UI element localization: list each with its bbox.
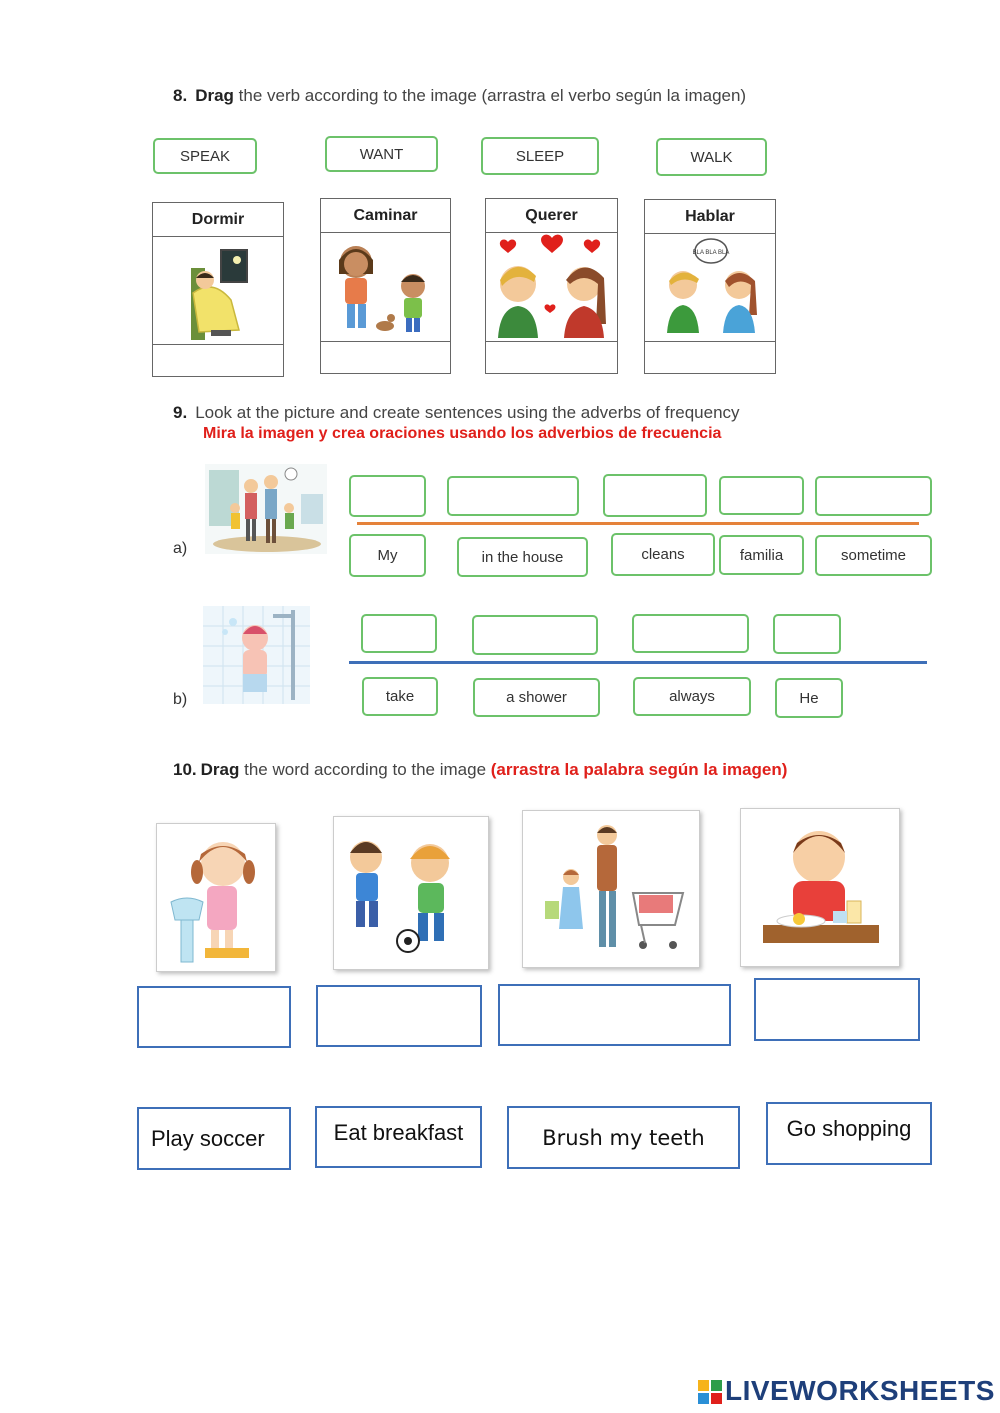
card-answer-slot-caminar[interactable] [321,341,450,373]
verb-option-walk[interactable]: WALK [656,138,767,176]
a-answer-slot-4[interactable] [719,476,804,515]
people-talking-image [645,235,775,340]
verb-option-sleep[interactable]: SLEEP [481,137,599,175]
a-answer-slot-5[interactable] [815,476,932,516]
q10-option-play-soccer[interactable]: Play soccer [137,1107,291,1170]
b-word-take[interactable]: take [362,677,438,716]
girl-brushing-teeth-image [156,823,276,972]
q10-option-brush-my-teeth[interactable]: Brush my teeth [507,1106,740,1169]
q8-instruction-text: the verb according to the image (arrastra el verbo según la imagen) [238,86,747,105]
q9-instruction-spanish: Mira la imagen y crea oraciones usando los adverbios de frecuencia [203,425,722,442]
item-a-label: a) [173,540,188,557]
a-answer-slot-3[interactable] [603,474,707,517]
q10-drag-word: Drag [200,760,240,779]
family-cleaning-image [205,464,327,554]
walking-children-image [321,234,450,340]
card-answer-slot-dormir[interactable] [153,344,283,376]
card-answer-slot-querer[interactable] [486,341,617,373]
boy-shower-image [203,606,310,704]
verb-option-want[interactable]: WANT [325,136,438,172]
b-answer-slot-2[interactable] [472,615,598,655]
a-word-familia[interactable]: familia [719,535,804,575]
a-answer-slot-1[interactable] [349,475,426,517]
boys-playing-soccer-image [333,816,489,970]
sleeping-boy-image [153,238,283,343]
b-divider-line [349,661,927,664]
q10-instruction-spanish: (arrastra la palabra según la imagen) [490,760,788,779]
card-caminar [320,198,451,374]
card-answer-slot-hablar[interactable] [645,341,775,373]
q10-option-go-shopping[interactable]: Go shopping [766,1102,932,1165]
q10-instruction-text: the word according to the image [244,760,487,779]
q10-number: 10. [173,760,197,779]
q10-answer-slot-4[interactable] [754,978,920,1041]
b-answer-slot-4[interactable] [773,614,841,654]
q10-instruction [173,760,787,780]
couple-in-love-image [486,234,617,340]
card-title-caminar: Caminar [321,199,450,233]
item-b-label: b) [173,691,188,708]
a-word-sometime[interactable]: sometime [815,535,932,576]
liveworksheets-logo-text: LIVEWORKSHEETS [725,1375,995,1406]
card-querer [485,198,618,374]
q8-drag-word: Drag [195,86,234,105]
b-word-a-shower[interactable]: a shower [473,678,600,717]
q10-answer-slot-2[interactable] [316,985,482,1047]
b-answer-slot-1[interactable] [361,614,437,653]
a-word-my[interactable]: My [349,534,426,577]
b-word-he[interactable]: He [775,678,843,718]
father-daughter-shopping-image [522,810,700,968]
q10-answer-slot-1[interactable] [137,986,291,1048]
q9-instruction [173,403,740,423]
card-title-dormir: Dormir [153,203,283,237]
b-answer-slot-3[interactable] [632,614,749,653]
a-answer-slot-2[interactable] [447,476,579,516]
card-dormir [152,202,284,377]
card-title-querer: Querer [486,199,617,233]
a-word-cleans[interactable]: cleans [611,533,715,576]
q10-option-eat-breakfast[interactable]: Eat breakfast [315,1106,482,1168]
card-title-hablar: Hablar [645,200,775,234]
q8-instruction [173,86,746,106]
q9-number: 9. [173,403,188,422]
a-divider-line [357,522,919,525]
q10-answer-slot-3[interactable] [498,984,731,1046]
speech-bubble-text: BLA BLA BLA [692,250,730,256]
a-word-in-the-house[interactable]: in the house [457,537,588,577]
b-word-always[interactable]: always [633,677,751,716]
boy-eating-breakfast-image [740,808,900,967]
q9-instruction-text: Look at the picture and create sentences using the adverbs of frequency [195,403,740,422]
verb-option-speak[interactable]: SPEAK [153,138,257,174]
q8-number: 8. [173,86,188,105]
card-hablar [644,199,776,374]
liveworksheets-logo-icon [698,1380,722,1404]
